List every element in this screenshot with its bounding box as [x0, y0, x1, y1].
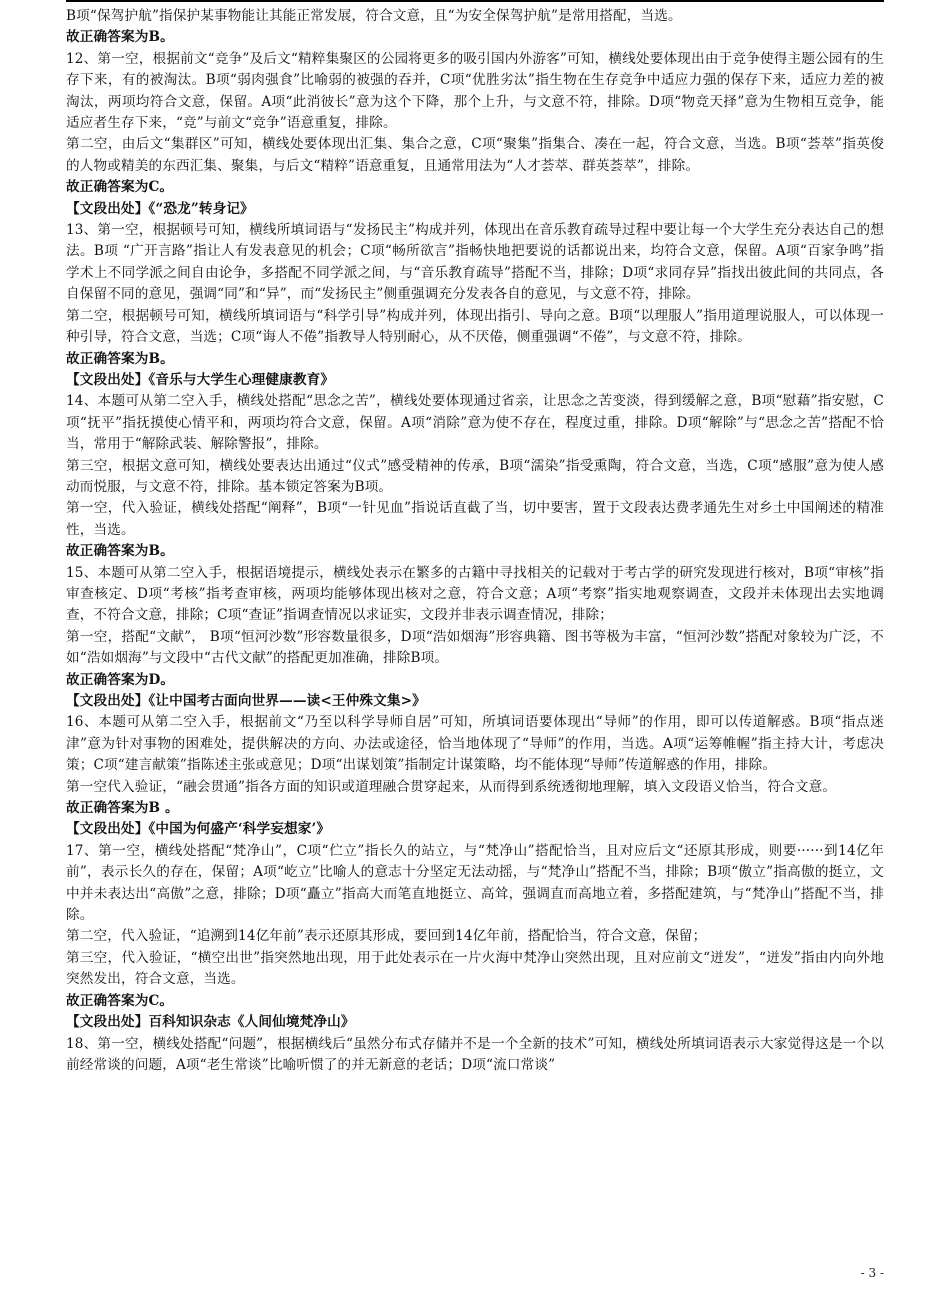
paragraph: 第一空代入验证，“融会贯通”指各方面的知识或道理融合贯穿起来，从而得到系统透彻地理解，填入文段语义恰当，符合文意。	[66, 778, 837, 795]
answer-line: 故正确答案为D。	[66, 671, 175, 688]
paragraph: 第二空，代入验证，“追溯到14亿年前”表示还原其形成，要回到14亿年前，搭配恰当，符合文意，保留；	[66, 928, 707, 945]
paragraph: 第三空，代入验证，“横空出世”指突然地出现，用于此处表示在一片火海中梵净山突然出现，且对应前文“迸发”，“迸发”指由内向外地突然发出，符合文意，当选。	[66, 949, 884, 988]
answer-line: 故正确答案为B。	[66, 350, 174, 367]
top-rule	[66, 0, 884, 2]
answer-line: 故正确答案为C。	[66, 179, 174, 196]
source-line: 【文段出处】《音乐与大学生心理健康教育》	[66, 371, 335, 388]
paragraph: 第二空，根据顿号可知，横线所填词语与“科学引导”构成并列，体现出指引、导向之意。B项“以理服人”指用道理说服人，可以体现一种引导，符合文意，当选；C项“诲人不倦”指教导人特别耐心，从不厌倦，侧重强调“不倦”，与文意不符，排除。	[66, 307, 884, 346]
source-line: 【文段出处】百科知识杂志《人间仙境梵净山》	[66, 1014, 355, 1031]
paragraph: 第一空，搭配“文献”， B项“恒河沙数”形容数量很多，D项“浩如烟海”形容典籍、图书等极为丰富，“恒河沙数”搭配对象较为广泛，不如“浩如烟海”与文段中“古代文献”的搭配更加准确，排除B项。	[66, 628, 884, 667]
source-line: 【文段出处】《“恐龙”转身记》	[66, 200, 254, 217]
source-line: 【文段出处】《中国为何盛产‘科学妄想家’》	[66, 821, 331, 838]
paragraph: 12、第一空，根据前文“竞争”及后文“精粹集聚区的公园将更多的吸引国内外游客”可知，横线处要体现出由于竞争使得主题公园有的生存下来，有的被淘汰。B项“弱肉强食”比喻弱的被强的吞并，C项“优胜劣汰”指生物在生存竞争中适应力强的保存下来，适应力差的被淘汰，两项均符合文意，保留。A项“此消彼长”意为这个下降，那个上升，与文意不符，排除。D项“物竞天择”意为生物相互竞争，能适应者生存下来，“竞”与前文“竞争”语意重复，排除。	[66, 50, 884, 132]
paragraph: 第二空，由后文“集群区”可知，横线处要体现出汇集、集合之意，C项“聚集”指集合、凑在一起，符合文意，当选。B项“荟萃”指英俊的人物或精美的东西汇集、聚集，与后文“精粹”语意重复，且通常用法为“人才荟萃、群英荟萃”，排除。	[66, 136, 884, 174]
paragraph: 15、本题可从第二空入手，根据语境提示，横线处表示在繁多的古籍中寻找相关的记载对于考古学的研究发现进行核对，B项“审核”指审查核定、D项“考核”指考查审核，两项均能够体现出核对之意，符合文意；A项“考察”指实地观察调查，文段并未体现出去实地调查，不符合文意，排除；C项“查证”指调查情况以求证实，文段并非表示调查情况，排除；	[66, 564, 884, 624]
paragraph: 16、本题可从第二空入手，根据前文“乃至以科学导师自居”可知，所填词语要体现出“导师”的作用，即可以传道解惑。B项“指点迷津”意为针对事物的困难处，提供解决的方向、办法或途径，恰当地体现了“导师”的作用，当选。A项“运筹帷幄”指主持大计，考虑决策；C项“建言献策”指陈述主张或意见；D项“出谋划策”指制定计谋策略，均不能体现“导师”传道解惑的作用，排除。	[66, 714, 884, 774]
page-number: - 3 -	[860, 1266, 884, 1280]
answer-line: 故正确答案为C。	[66, 992, 174, 1009]
answer-line: 故正确答案为B。	[66, 543, 174, 560]
document-body	[66, 6, 884, 1076]
paragraph: B项“保驾护航”指保护某事物能让其能正常发展，符合文意，且“为安全保驾护航”是常用搭配，当选。	[66, 8, 682, 24]
paragraph: 14、本题可从第二空入手，横线处搭配“思念之苦”，横线处要体现通过省亲，让思念之苦变淡，得到缓解之意，B项“慰藉”指安慰，C项“抚平”指抚摸使心情平和，两项均符合文意，保留。A项“消除”意为使不存在，程度过重，排除。D项“解除”与“思念之苦”搭配不恰当，常用于“解除武装、解除警报”，排除。	[66, 393, 884, 453]
paragraph: 第三空，根据文意可知，横线处要表达出通过“仪式”感受精神的传承，B项“濡染”指受熏陶，符合文意，当选，C项“感服”意为使人感动而悦服，与文意不符，排除。基本锁定答案为B项。	[66, 457, 884, 495]
paragraph: 13、第一空，根据顿号可知，横线所填词语与“发扬民主”构成并列，体现出在音乐教育疏导过程中要让每一个大学生充分表达自己的想法。B项 “广开言路”指让人有发表意见的机会；C项“畅所欲言”指畅快地把要说的话都说出来，均符合文意，保留。A项“百家争鸣”指学术上不同学派之间自由论争，多搭配不同学派之间，与“音乐教育疏导”搭配不当，排除；D项“求同存异”指找出彼此间的共同点，各自保留不同的意见，强调“同”和“异”，而“发扬民主”侧重强调充分发表各自的意见，与文意不符，排除。	[66, 222, 884, 303]
source-line: 【文段出处】《让中国考古面向世界——读<王仲殊文集>》	[66, 693, 426, 709]
answer-line: 故正确答案为B 。	[66, 800, 179, 817]
paragraph: 18、第一空，横线处搭配“问题”，根据横线后“虽然分布式存储并不是一个全新的技术”可知，横线处所填词语表示大家觉得这是一个以前经常谈的问题，A项“老生常谈”比喻听惯了的并无新意的老话；D项“流口常谈”	[66, 1035, 884, 1073]
paragraph: 第一空，代入验证，横线处搭配“阐释”，B项“一针见血”指说话直截了当，切中要害，置于文段表达费孝通先生对乡土中国阐述的精准性，当选。	[66, 500, 884, 538]
paragraph: 17、第一空，横线处搭配“梵净山”，C项“伫立”指长久的站立，与“梵净山”搭配恰当，且对应后文“还原其形成，则要······到14亿年前”，表示长久的存在，保留；A项“屹立”比喻人的意志十分坚定无法动摇，与“梵净山”搭配不当，排除；B项“傲立”指高傲的挺立，文中并未表达出“高傲”之意，排除；D项“矗立”指高大而笔直地挺立、高耸，强调直而高地立着，多搭配建筑，与“梵净山”搭配不当，排除。	[66, 842, 884, 924]
answer-line: 故正确答案为B。	[66, 29, 174, 46]
